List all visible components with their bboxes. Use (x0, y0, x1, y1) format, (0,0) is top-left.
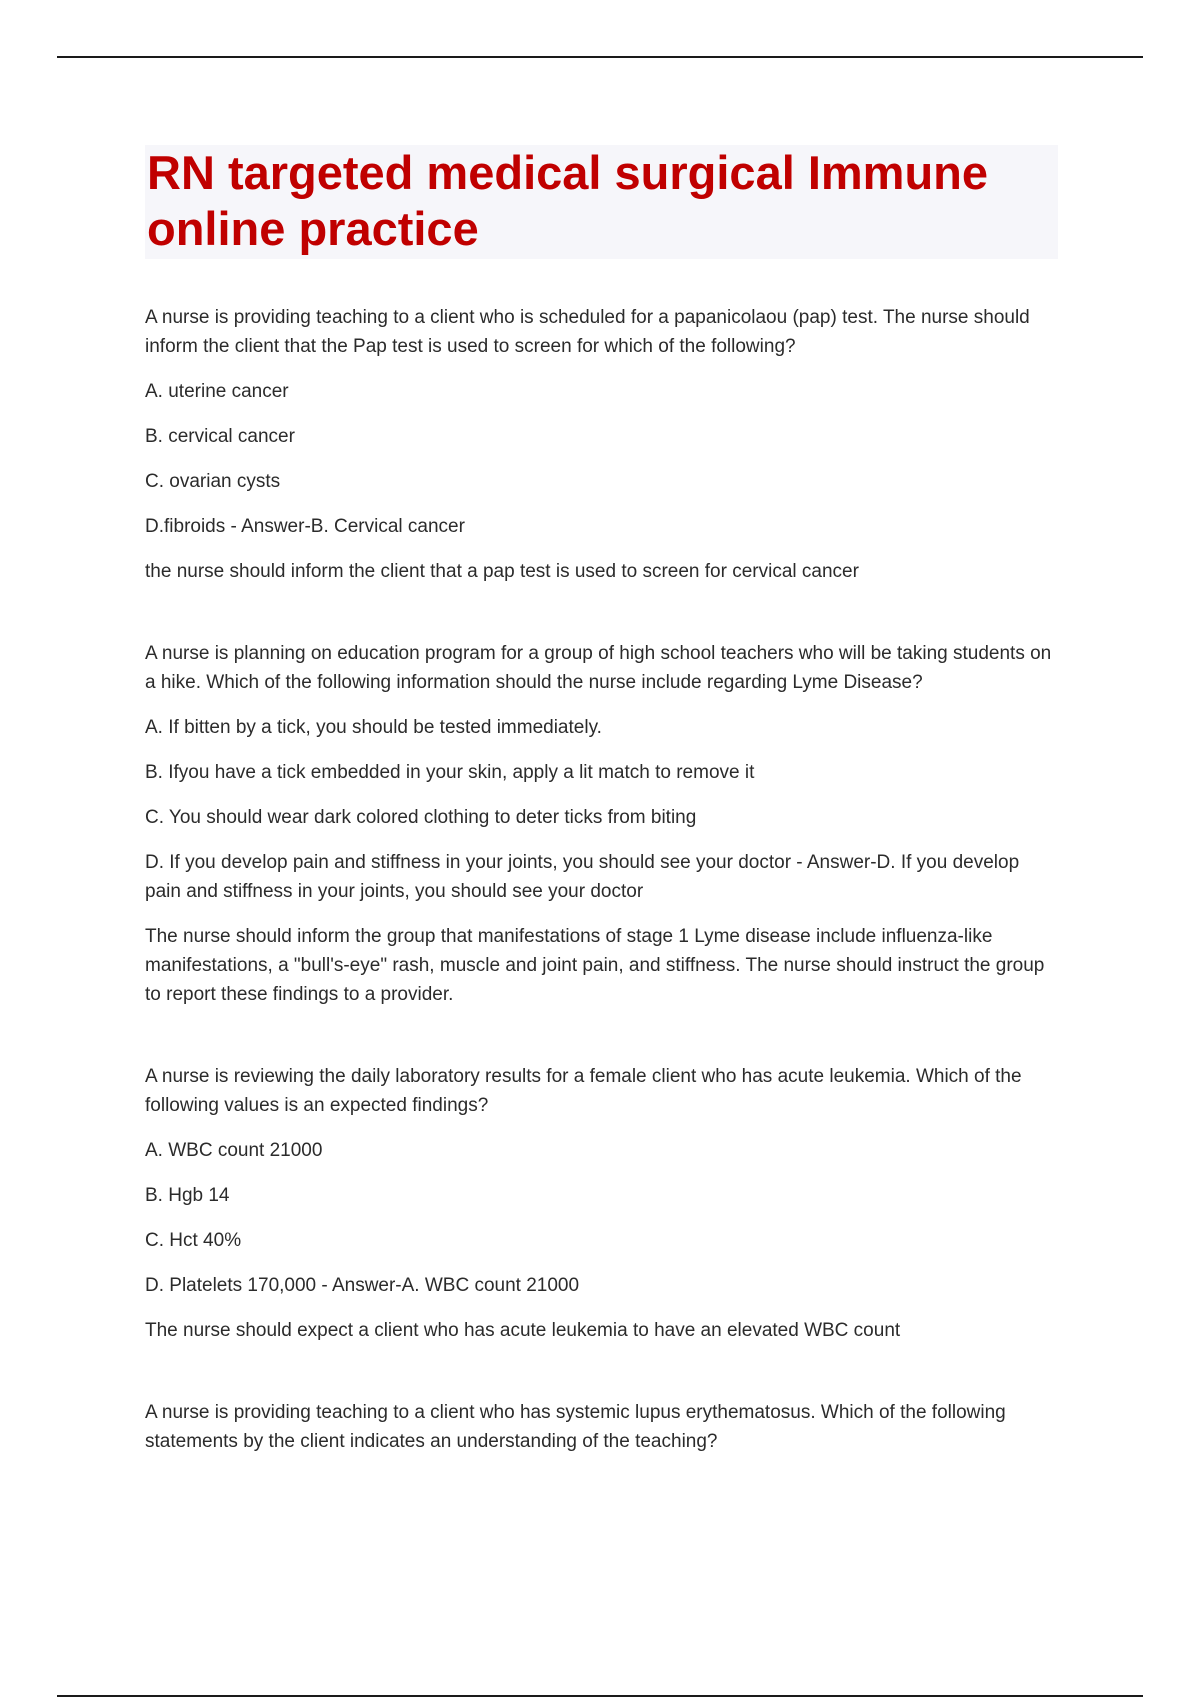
top-rule (57, 56, 1143, 58)
option-d-answer: D. Platelets 170,000 - Answer-A. WBC count 21000 (145, 1275, 580, 1296)
question-stem: A nurse is reviewing the daily laboratory results for a female client who has acute leukemia. Which of the following values is an expected findings? (145, 1066, 1022, 1116)
rationale: The nurse should expect a client who has acute leukemia to have an elevated WBC count (145, 1320, 901, 1341)
option-c: C. Hct 40% (145, 1230, 242, 1251)
option-c: C. You should wear dark colored clothing to deter ticks from biting (145, 807, 697, 828)
question-stem: A nurse is providing teaching to a client who has systemic lupus erythematosus. Which of the following statements by the client indicates an understanding of the teaching? (145, 1402, 1006, 1452)
option-b: B. Hgb 14 (145, 1185, 230, 1206)
question-2 (145, 639, 1058, 1009)
question-4 (145, 1398, 1058, 1456)
option-d-answer: D.fibroids - Answer-B. Cervical cancer (145, 516, 465, 537)
title-banner (145, 145, 1058, 259)
option-a: A. If bitten by a tick, you should be tested immediately. (145, 717, 602, 738)
question-3 (145, 1062, 1058, 1345)
option-b: B. cervical cancer (145, 426, 295, 447)
question-1 (145, 303, 1058, 586)
rationale: The nurse should inform the group that manifestations of stage 1 Lyme disease include influenza-like manifestations, a "bull's-eye" rash, muscle and joint pain, and stiffness. The nurse should instruct the group to report these findings to a provider. (145, 926, 1045, 1005)
option-b: B. Ifyou have a tick embedded in your skin, apply a lit match to remove it (145, 762, 755, 783)
option-c: C. ovarian cysts (145, 471, 281, 492)
option-a: A. uterine cancer (145, 381, 289, 402)
option-a: A. WBC count 21000 (145, 1140, 323, 1161)
page-title: RN targeted medical surgical Immune online practice (147, 146, 989, 255)
document-body (145, 145, 1058, 1456)
question-stem: A nurse is providing teaching to a client who is scheduled for a papanicolaou (pap) test. The nurse should inform the client that the Pap test is used to screen for which of the following? (145, 307, 1030, 357)
bottom-rule (57, 1695, 1143, 1697)
rationale: the nurse should inform the client that a pap test is used to screen for cervical cancer (145, 561, 859, 582)
option-d-answer: D. If you develop pain and stiffness in your joints, you should see your doctor - Answer-D. If you develop pain and stiffness in your joints, you should see your doctor (145, 852, 1020, 902)
question-stem: A nurse is planning on education program for a group of high school teachers who will be taking students on a hike. Which of the following information should the nurse include regarding Lyme Disease? (145, 643, 1052, 693)
